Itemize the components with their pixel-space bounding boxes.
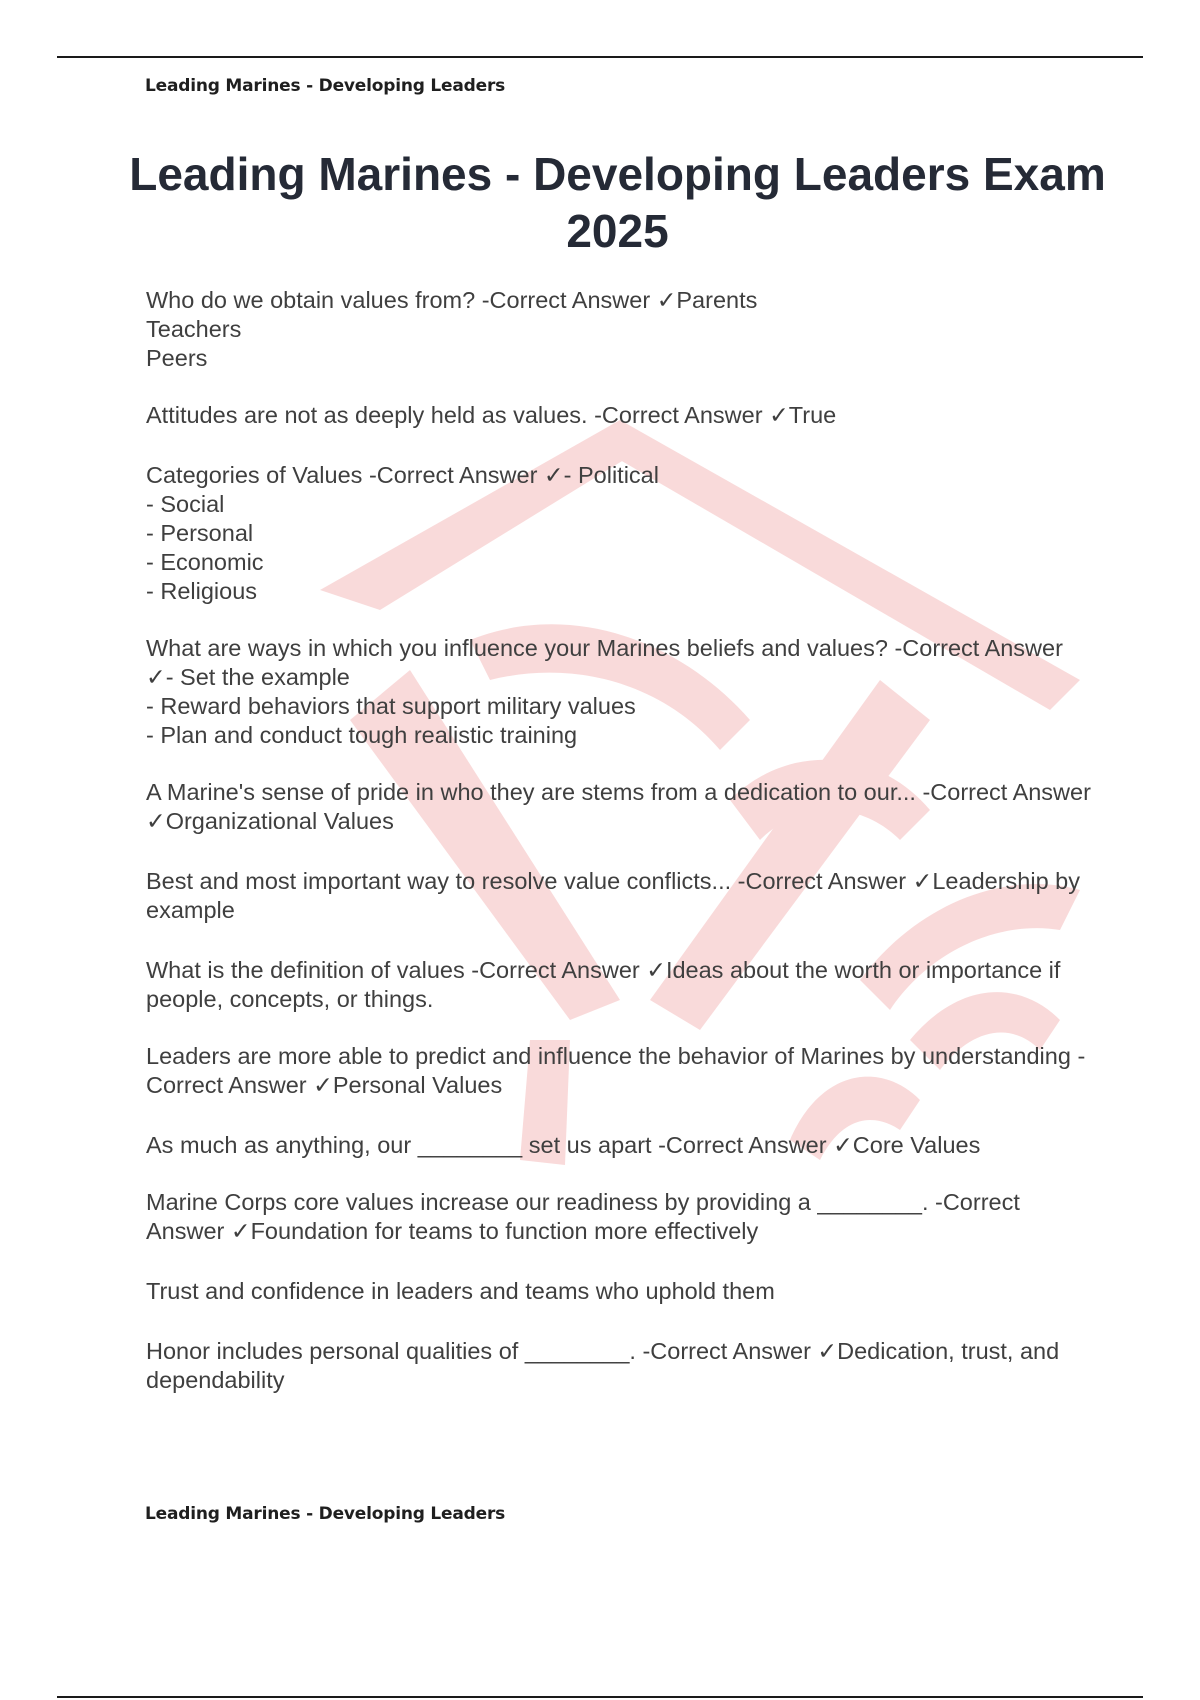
qa-entry: As much as anything, our ________ set us apart -Correct Answer ✓Core Values bbox=[146, 1132, 981, 1158]
qa-entry: Marine Corps core values increase our readiness by providing a ________. -Correct Answer ✓Foundation for teams to function more effectively bbox=[146, 1189, 1020, 1244]
top-rule bbox=[57, 56, 1143, 58]
document-title: Leading Marines - Developing Leaders Exam 2025 bbox=[129, 148, 1106, 257]
running-header: Leading Marines - Developing Leaders bbox=[145, 76, 506, 96]
qa-entry: Attitudes are not as deeply held as values. -Correct Answer ✓True bbox=[146, 402, 837, 428]
qa-entry: A Marine's sense of pride in who they are stems from a dedication to our... -Correct Answer ✓Organizational Values bbox=[146, 779, 1091, 834]
qa-entry: Trust and confidence in leaders and teams who uphold them bbox=[146, 1278, 775, 1304]
qa-entry: Who do we obtain values from? -Correct Answer ✓Parents Teachers Peers bbox=[146, 287, 758, 371]
qa-entry: Honor includes personal qualities of ________. -Correct Answer ✓Dedication, trust, and dependability bbox=[146, 1338, 1060, 1393]
qa-entry: Categories of Values -Correct Answer ✓- Political - Social - Personal - Economic - Religious bbox=[146, 462, 659, 604]
qa-entry: Leaders are more able to predict and influence the behavior of Marines by understanding -Correct Answer ✓Personal Values bbox=[146, 1043, 1086, 1098]
qa-entry: Best and most important way to resolve value conflicts... -Correct Answer ✓Leadership by example bbox=[146, 868, 1080, 923]
qa-entry: What are ways in which you influence your Marines beliefs and values? -Correct Answer ✓- Set the example - Reward behaviors that support military values - Plan and conduct tough realistic training bbox=[146, 635, 1063, 748]
qa-list bbox=[146, 286, 1096, 1395]
running-footer: Leading Marines - Developing Leaders bbox=[145, 1504, 506, 1524]
bottom-rule bbox=[57, 1696, 1143, 1698]
qa-entry: What is the definition of values -Correct Answer ✓Ideas about the worth or importance if people, concepts, or things. bbox=[146, 957, 1061, 1012]
